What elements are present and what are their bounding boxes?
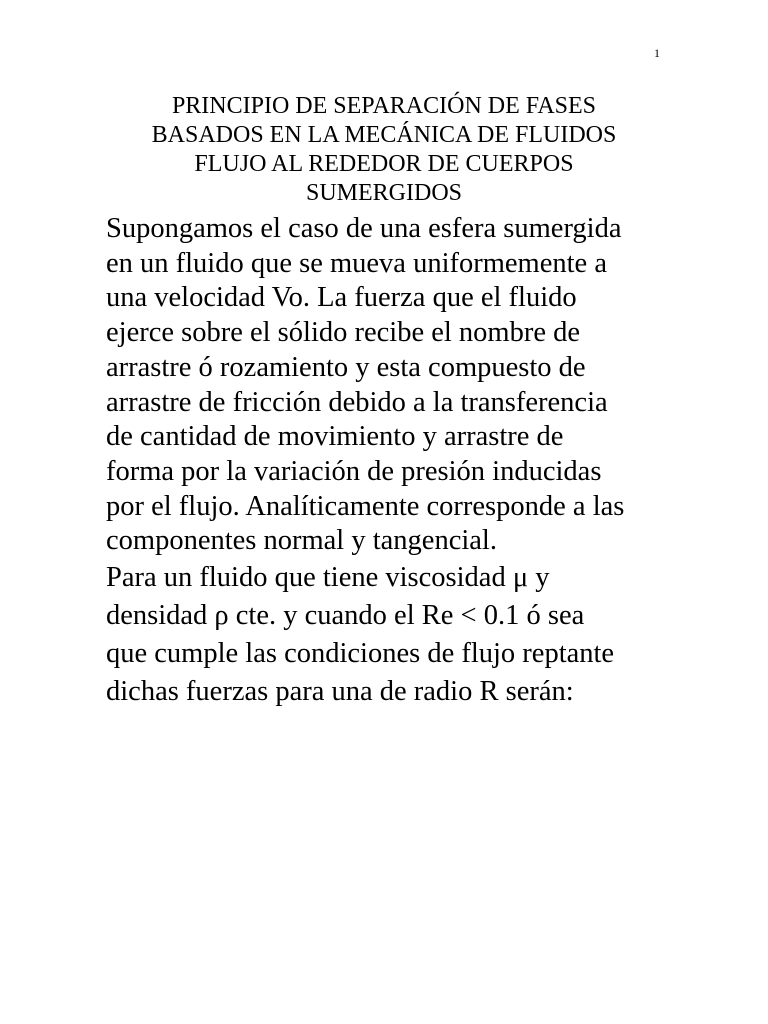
text-line: forma por la variación de presión inducidas [106, 455, 602, 487]
text-line: en un fluido que se mueva uniformemente a [106, 247, 607, 279]
text-line: Para un fluido que tiene viscosidad μ y [106, 562, 550, 594]
text-line: dichas fuerzas para una de radio R serán: [106, 676, 574, 708]
body-text [106, 212, 686, 711]
title-line: SUMERGIDOS [305, 180, 463, 206]
title-line: BASADOS EN LA MECÁNICA DE FLUIDOS [151, 122, 617, 148]
title-line: FLUJO AL REDEDOR DE CUERPOS [194, 151, 574, 177]
text-line: arrastre ó rozamiento y esta compuesto de [106, 351, 586, 383]
title-line: PRINCIPIO DE SEPARACIÓN DE FASES [171, 93, 597, 119]
document-title [100, 92, 668, 208]
text-line: una velocidad Vo. La fuerza que el fluido [106, 282, 577, 314]
text-line: por el flujo. Analíticamente corresponde a las [106, 490, 625, 522]
text-line: de cantidad de movimiento y arrastre de [106, 421, 564, 453]
paragraph-creeping-flow [106, 559, 686, 711]
text-line: ejerce sobre el sólido recibe el nombre de [106, 317, 580, 349]
text-line: componentes normal y tangencial. [106, 525, 497, 557]
text-line: arrastre de fricción debido a la transferencia [106, 386, 608, 418]
paragraph-drag-description [106, 212, 686, 559]
text-line: que cumple las condiciones de flujo reptante [106, 638, 615, 670]
page-number: 1 [654, 46, 660, 60]
text-line: Supongamos el caso de una esfera sumergida [106, 213, 622, 244]
text-line: densidad ρ cte. y cuando el Re < 0.1 ó sea [106, 600, 585, 632]
